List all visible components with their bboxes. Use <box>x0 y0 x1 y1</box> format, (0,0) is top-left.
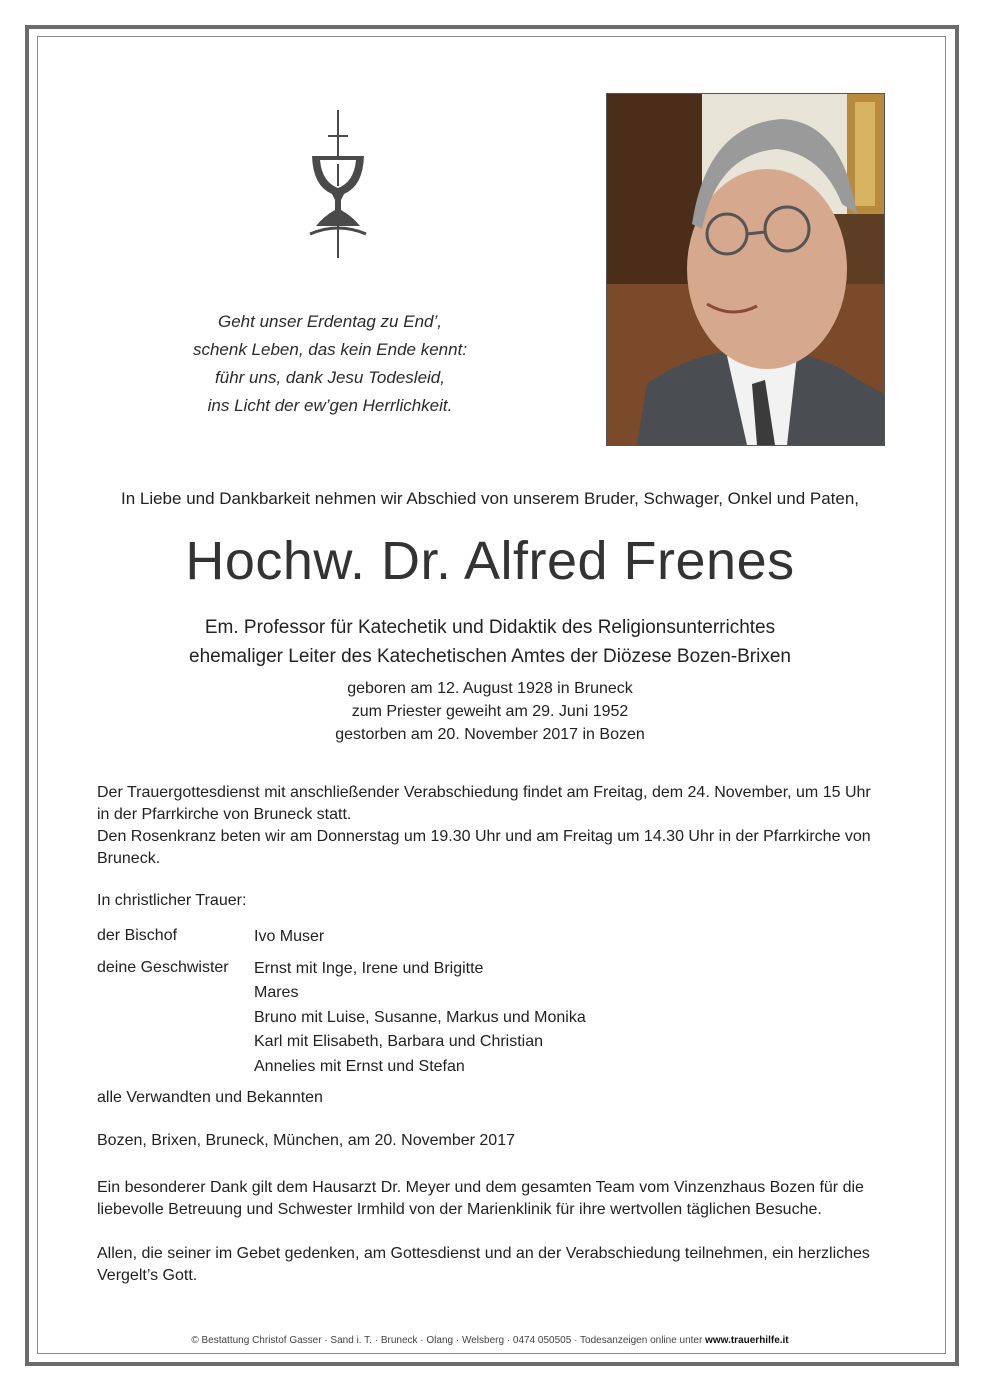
bishop-name: Ivo Muser <box>254 928 325 945</box>
verse-line: ins Licht der ew’gen Herrlichkeit. <box>207 396 453 415</box>
title-line: ehemaliger Leiter des Katechetischen Amtes der Diözese Bozen-Brixen <box>189 646 791 667</box>
siblings-label: deine Geschwister <box>97 959 229 976</box>
sibling-item: Annelies mit Ernst und Stefan <box>254 1057 465 1075</box>
verse <box>160 308 500 420</box>
closing-text: Allen, die seiner im Gebet gedenken, am Gottesdienst und an der Verabschiedung teilnehmen, ein herzliches Vergelt’s Gott. <box>97 1245 870 1284</box>
deceased-titles <box>97 613 883 671</box>
footer-text: © Bestattung Christof Gasser · Sand i. T. · Bruneck · Olang · Welsberg · 0474 050505 · Todesanzeigen online unter <box>191 1335 703 1346</box>
verse-line: schenk Leben, das kein Ende kennt: <box>192 340 468 359</box>
place-date: Bozen, Brixen, Bruneck, München, am 20. November 2017 <box>97 1132 515 1149</box>
thanks-text: Ein besonderer Dank gilt dem Hausarzt Dr. Meyer und dem gesamten Team vom Vinzenzhaus Bozen für die liebevolle Betreuung und Schwester Irmhild von der Marienklinik für ihre wertvollen täglichen Besuche. <box>97 1179 864 1218</box>
mourners-heading: In christlicher Trauer: <box>97 892 247 909</box>
portrait-photo <box>606 93 885 446</box>
sibling-item: Karl mit Elisabeth, Barbara und Christian <box>254 1033 544 1051</box>
relatives-text: alle Verwandten und Bekannten <box>97 1089 323 1106</box>
deceased-name: Hochw. Dr. Alfred Frenes <box>185 531 795 591</box>
sibling-item: Bruno mit Luise, Susanne, Markus und Monika <box>254 1008 586 1026</box>
intro-text: In Liebe und Dankbarkeit nehmen wir Abschied von unserem Bruder, Schwager, Onkel und Paten, <box>120 489 860 508</box>
birth-date: geboren am 12. August 1928 in Bruneck <box>347 680 633 697</box>
rosary-text: Den Rosenkranz beten wir am Donnerstag um 19.30 Uhr und am Freitag um 14.30 Uhr in der Pfarrkirche von Bruneck. <box>97 828 871 867</box>
bishop-label: der Bischof <box>97 927 178 944</box>
sibling-item: Mares <box>254 984 299 1002</box>
title-line: Em. Professor für Katechetik und Didaktik des Religionsunterrichtes <box>204 617 776 638</box>
deceased-dates <box>97 677 883 746</box>
sibling-item: Ernst mit Inge, Irene und Brigitte <box>254 960 484 977</box>
verse-line: Geht unser Erdentag zu End’, <box>218 312 442 331</box>
footer <box>97 1335 883 1346</box>
siblings-list <box>254 957 586 1079</box>
verse-line: führ uns, dank Jesu Todesleid, <box>215 368 445 387</box>
funeral-text: Der Trauergottesdienst mit anschließender Verabschiedung findet am Freitag, dem 24. November, um 15 Uhr in der Pfarrkirche von Bruneck statt. <box>97 784 871 823</box>
death-date: gestorben am 20. November 2017 in Bozen <box>335 726 645 743</box>
ordination-date: zum Priester geweiht am 29. Juni 1952 <box>351 703 629 720</box>
bishop-name-block <box>254 925 324 949</box>
footer-website-link[interactable]: www.trauerhilfe.it <box>705 1335 789 1346</box>
chalice-cross-icon <box>308 110 368 258</box>
